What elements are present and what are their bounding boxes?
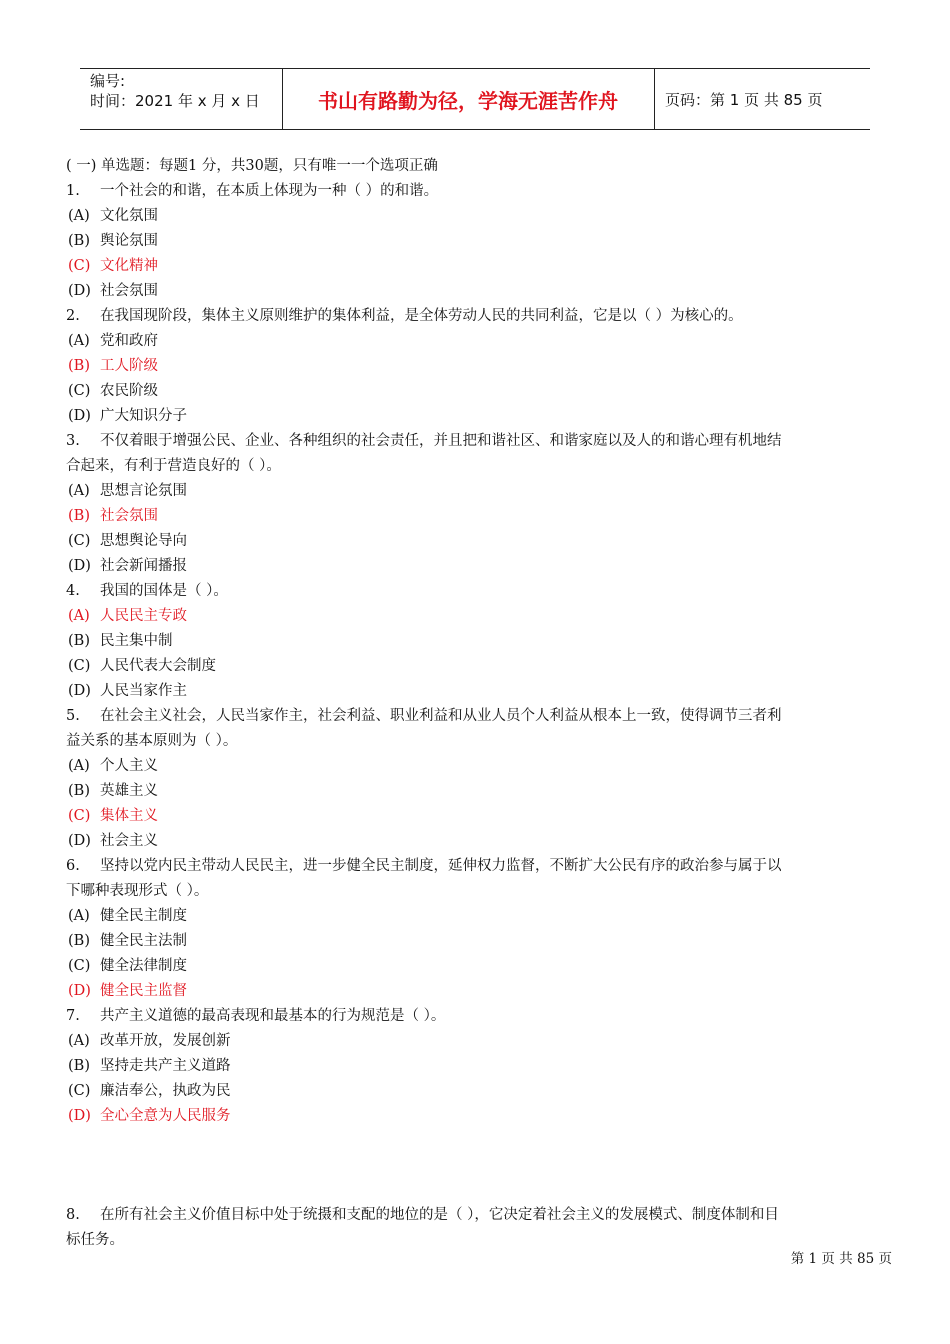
- option-label: (C): [68, 258, 91, 274]
- option: [66, 629, 892, 654]
- header-motto: 书山有路勤为径，学海无涯苦作舟: [318, 88, 618, 113]
- serial-label: 编号:: [90, 72, 126, 90]
- question-number: 3.: [66, 433, 80, 449]
- option-text: 思想言论氛围: [100, 483, 187, 499]
- question-text-continued: 下哪种表现形式（ ）。: [66, 883, 209, 899]
- option: [66, 554, 892, 579]
- option: [66, 754, 892, 779]
- option-text: 人民民主专政: [100, 608, 187, 624]
- option: [66, 1029, 892, 1054]
- option-label: (B): [68, 933, 90, 949]
- option-correct: [66, 504, 892, 529]
- question-text: 不仅着眼于增强公民、企业、各种组织的社会责任，并且把和谐社区、和谐家庭以及人的和谐心理有机地结: [100, 433, 782, 449]
- option-label: (A): [68, 483, 90, 499]
- option-text: 个人主义: [100, 758, 158, 774]
- option-text: 改革开放，发展创新: [100, 1033, 231, 1049]
- option: [66, 654, 892, 679]
- option-text: 廉洁奉公，执政为民: [100, 1083, 231, 1099]
- question-list: [66, 154, 892, 1253]
- option-label: (C): [68, 533, 91, 549]
- option-label: (B): [68, 233, 90, 249]
- question-stem: [66, 704, 892, 729]
- option: [66, 1079, 892, 1104]
- option: [66, 379, 892, 404]
- option-text: 文化氛围: [100, 208, 158, 224]
- question-stem: [66, 179, 892, 204]
- option: [66, 479, 892, 504]
- option: [66, 779, 892, 804]
- question-text: 在我国现阶段，集体主义原则维护的集体利益，是全体劳动人民的共同利益，它是以（ ）为核心的。: [100, 308, 743, 324]
- question-text-continued: 标任务。: [66, 1232, 124, 1248]
- question-text-continued: 益关系的基本原则为（ ）。: [66, 733, 238, 749]
- option: [66, 1054, 892, 1079]
- option: [66, 404, 892, 429]
- option: [66, 829, 892, 854]
- option-label: (C): [68, 1083, 91, 1099]
- header-table: [80, 68, 870, 130]
- option-label: (D): [68, 558, 91, 574]
- header-divider: [654, 69, 655, 129]
- question-number: 5.: [66, 708, 80, 724]
- option-text: 社会主义: [100, 833, 158, 849]
- option-text: 社会氛围: [100, 283, 158, 299]
- option-text: 健全民主法制: [100, 933, 187, 949]
- question-stem: [66, 304, 892, 329]
- question-text: 坚持以党内民主带动人民民主，进一步健全民主制度，延伸权力监督，不断扩大公民有序的政治参与属于以: [100, 858, 782, 874]
- question-text: 我国的国体是（ ）。: [100, 583, 228, 599]
- option-label: (B): [68, 783, 90, 799]
- option-label: (D): [68, 408, 91, 424]
- option: [66, 529, 892, 554]
- option: [66, 329, 892, 354]
- option-label: (C): [68, 658, 91, 674]
- option: [66, 279, 892, 304]
- question-stem: [66, 429, 892, 454]
- option-label: (A): [68, 758, 90, 774]
- option-text: 农民阶级: [100, 383, 158, 399]
- option: [66, 954, 892, 979]
- question-number: 2.: [66, 308, 80, 324]
- option-text: 民主集中制: [100, 633, 173, 649]
- page-footer: 第 1 页 共 85 页: [790, 1251, 892, 1267]
- option-text: 全心全意为人民服务: [100, 1108, 231, 1124]
- option-label: (A): [68, 608, 90, 624]
- option-correct: [66, 979, 892, 1004]
- option-label: (B): [68, 633, 90, 649]
- question-text: 在社会主义社会，人民当家作主，社会利益、职业利益和从业人员个人利益从根本上一致，使得调节三者利: [100, 708, 782, 724]
- option-text: 人民当家作主: [100, 683, 187, 699]
- option-text: 文化精神: [100, 258, 158, 274]
- option-label: (D): [68, 833, 91, 849]
- option-text: 坚持走共产主义道路: [100, 1058, 231, 1074]
- question-text: 共产主义道德的最高表现和最基本的行为规范是（ ）。: [100, 1008, 446, 1024]
- option-label: (B): [68, 508, 90, 524]
- option: [66, 229, 892, 254]
- option-text: 人民代表大会制度: [100, 658, 216, 674]
- section-title: ( 一) 单选题：每题1 分，共30题，只有唯一一个选项正确: [66, 158, 438, 174]
- option-text: 思想舆论导向: [100, 533, 187, 549]
- option-label: (C): [68, 808, 91, 824]
- option-label: (D): [68, 1108, 91, 1124]
- option-text: 社会氛围: [100, 508, 158, 524]
- option-text: 广大知识分子: [100, 408, 187, 424]
- option-label: (A): [68, 908, 90, 924]
- question-stem: [66, 1203, 892, 1228]
- header-meta: [90, 71, 260, 111]
- header-page-info: 页码：第 1 页 共 85 页: [665, 90, 823, 109]
- option-label: (C): [68, 958, 91, 974]
- question-stem: [66, 1004, 892, 1029]
- spacer: [66, 1129, 892, 1203]
- option-label: (A): [68, 1033, 90, 1049]
- option-text: 工人阶级: [100, 358, 158, 374]
- option-label: (D): [68, 983, 91, 999]
- question-number: 8.: [66, 1207, 80, 1223]
- option-text: 健全民主监督: [100, 983, 187, 999]
- question-text-continued: 合起来，有利于营造良好的（ ）。: [66, 458, 281, 474]
- time-label: 时间：2021 年 x 月 x 日: [90, 92, 260, 110]
- option-text: 健全法律制度: [100, 958, 187, 974]
- option-label: (A): [68, 333, 90, 349]
- option-correct: [66, 354, 892, 379]
- option-text: 舆论氛围: [100, 233, 158, 249]
- question-number: 7.: [66, 1008, 80, 1024]
- option-correct: [66, 604, 892, 629]
- option-text: 英雄主义: [100, 783, 158, 799]
- question-number: 4.: [66, 583, 80, 599]
- question-text: 在所有社会主义价值目标中处于统摄和支配的地位的是（ ），它决定着社会主义的发展模式、制度体制和目: [100, 1207, 779, 1223]
- option-correct: [66, 254, 892, 279]
- question-text: 一个社会的和谐，在本质上体现为一种（ ）的和谐。: [100, 183, 439, 199]
- question-stem: [66, 854, 892, 879]
- option-label: (B): [68, 358, 90, 374]
- option-text: 集体主义: [100, 808, 158, 824]
- question-number: 1.: [66, 183, 80, 199]
- option-text: 党和政府: [100, 333, 158, 349]
- question-stem: [66, 579, 892, 604]
- option: [66, 679, 892, 704]
- option-text: 健全民主制度: [100, 908, 187, 924]
- option-label: (B): [68, 1058, 90, 1074]
- option: [66, 929, 892, 954]
- option-text: 社会新闻播报: [100, 558, 187, 574]
- option: [66, 204, 892, 229]
- option-correct: [66, 1104, 892, 1129]
- option-label: (D): [68, 283, 91, 299]
- question-number: 6.: [66, 858, 80, 874]
- option-label: (D): [68, 683, 91, 699]
- option: [66, 904, 892, 929]
- option-correct: [66, 804, 892, 829]
- option-label: (A): [68, 208, 90, 224]
- option-label: (C): [68, 383, 91, 399]
